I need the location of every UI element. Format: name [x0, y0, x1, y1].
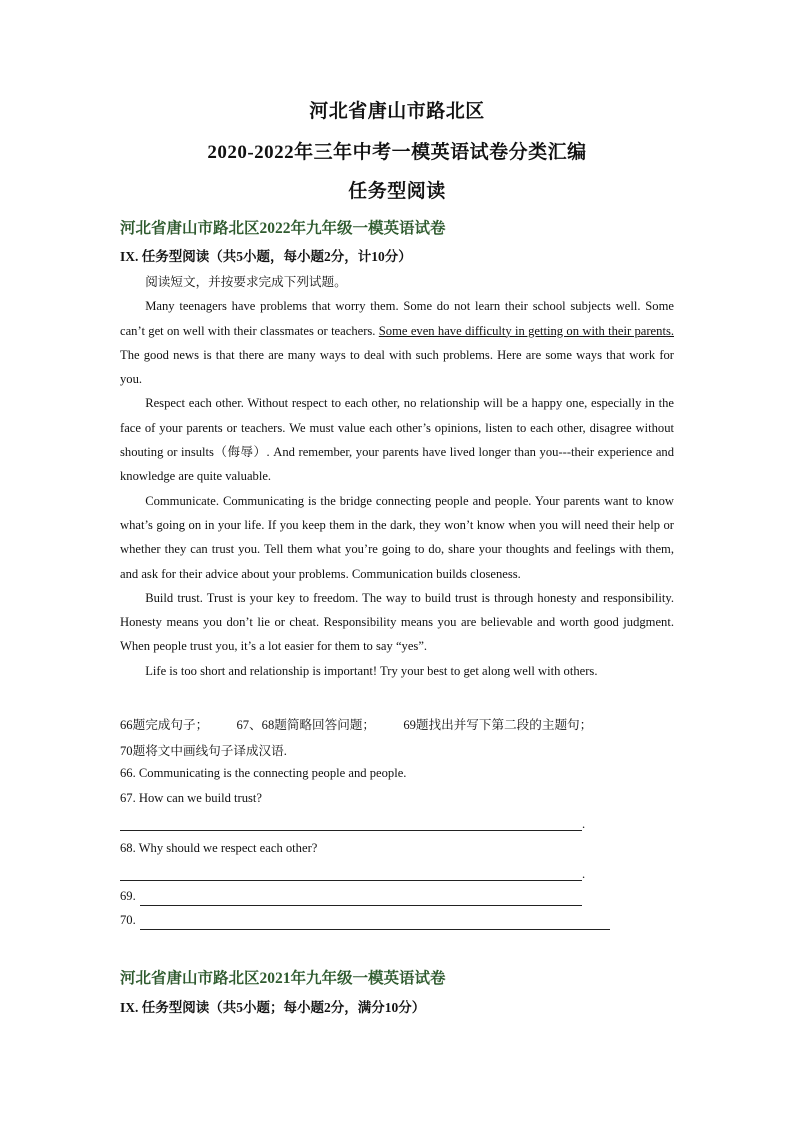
part-heading-2022: IX. 任务型阅读（共5小题，每小题2分，计10分） — [120, 249, 412, 264]
reading-passage — [120, 270, 674, 683]
question-67: 67. How can we build trust? — [120, 791, 262, 805]
paragraph-2: Respect each other. Without respect to each other, no relationship will be a happy one, especially in the face of your parents or teachers. We must value each other’s opinions, listen to each other, disagree without shouting or insults（侮辱）. And remember, your parents have lived longer than you---their experience and knowledge are quite valuable. — [120, 396, 674, 484]
paragraph-5: Life is too short and relationship is important! Try your best to get along well with others. — [145, 663, 598, 678]
underlined-sentence: Some even have difficulty in getting on with their parents. — [378, 323, 674, 338]
paragraph-3: Communicate. Communicating is the bridge connecting people and people. Your parents want to know what’s going on in your life. If you keep them in the dark, they won’t know when you will need their help or whether they can trust you. Tell them what you’re going to do, share your thoughts and feelings with them, and ask for their advice about your problems. Communication builds closeness. — [120, 493, 674, 581]
question-66: 66. Communicating is the connecting people and people. — [120, 766, 407, 780]
paragraph-1-part-a: Many teenagers have problems that worry them. Some do not learn their school subjects well. Some can’t get on well with their classmates or teachers. — [120, 299, 674, 338]
answer-line-67[interactable] — [120, 830, 582, 831]
answer-period-68: . — [582, 867, 586, 881]
answer-line-68[interactable] — [120, 880, 582, 881]
part-heading-2021: IX. 任务型阅读（共5小题；每小题2分，满分10分） — [120, 1000, 426, 1015]
paragraph-4: Build trust. Trust is your key to freedom. The way to build trust is through honesty and responsibility. Honesty means you don’t lie or cheat. Responsibility means you are believable and worth good judgment. When people trust you, it’s a lot easier for them to say “yes”. — [120, 590, 674, 654]
section-heading-2022: 河北省唐山市路北区2022年九年级一模英语试卷 — [120, 220, 446, 237]
paragraph-1 — [120, 294, 674, 391]
doc-title-topic: 任务型阅读 — [348, 181, 446, 202]
answer-line-70[interactable] — [140, 929, 610, 930]
task-70: 70题将文中画线句子译成汉语. — [120, 744, 287, 758]
question-68: 68. Why should we respect each other? — [120, 841, 318, 855]
instruction-text: 阅读短文，并按要求完成下列试题。 — [145, 275, 347, 289]
paragraph-1-part-b: The good news is that there are many ways to deal with such problems. Here are some ways that work for you. — [120, 347, 674, 387]
section-heading-2021: 河北省唐山市路北区2021年九年级一模英语试卷 — [120, 970, 446, 987]
doc-title-region: 河北省唐山市路北区 — [309, 101, 485, 122]
task-69: 69题找出并写下第二段的主题句； — [403, 718, 593, 732]
task-instructions — [120, 714, 680, 733]
question-69-label: 69. — [120, 889, 136, 903]
doc-title-main: 2020-2022年三年中考一模英语试卷分类汇编 — [207, 142, 587, 163]
question-70-label: 70. — [120, 913, 136, 927]
task-66: 66题完成句子； — [120, 718, 209, 732]
answer-period-67: . — [582, 817, 586, 831]
answer-line-69[interactable] — [140, 905, 582, 906]
task-67-68: 67、68题简略回答问题； — [236, 718, 375, 732]
